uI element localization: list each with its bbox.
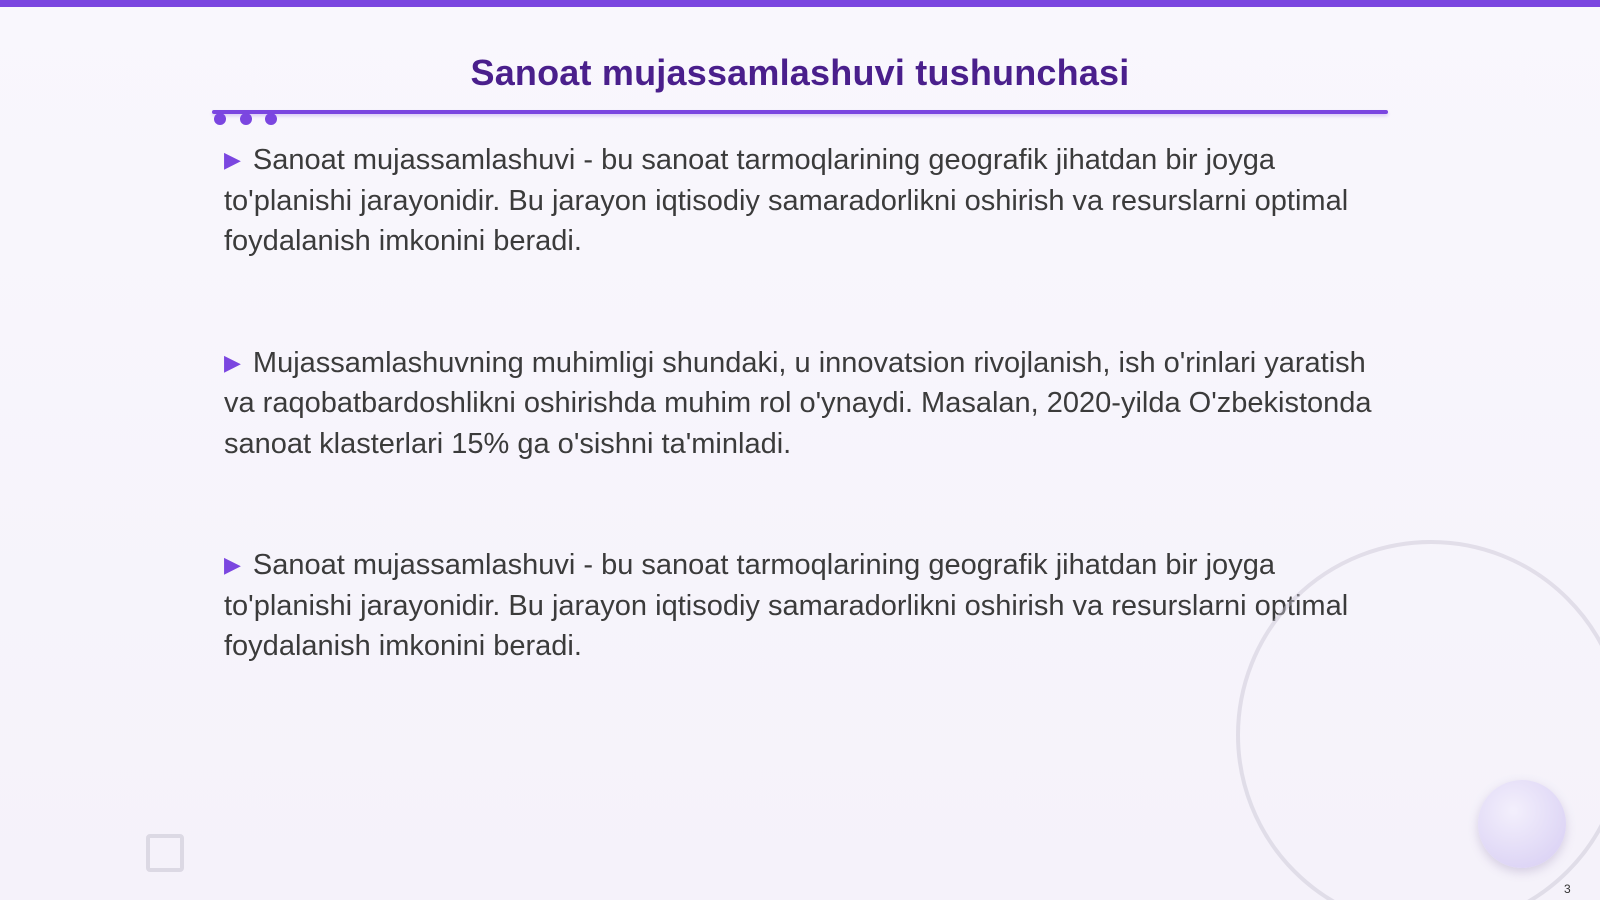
slide-title: Sanoat mujassamlashuvi tushunchasi <box>470 52 1130 93</box>
play-triangle-icon: ▶ <box>224 147 241 172</box>
underline-dot <box>214 113 226 125</box>
orb-decoration <box>1478 780 1566 868</box>
square-decoration <box>146 834 184 872</box>
title-underline <box>212 110 1388 114</box>
paragraph-text: Sanoat mujassamlashuvi - bu sanoat tarmoqlarining geografik jihatdan bir joyga to'planishi jarayonidir. Bu jarayon iqtisodiy samaradorlikni oshirish va resurslarni optimal foydalanish imkonini beradi. <box>224 144 1349 257</box>
paragraph-text: Sanoat mujassamlashuvi - bu sanoat tarmoqlarining geografik jihatdan bir joyga to'planishi jarayonidir. Bu jarayon iqtisodiy samaradorlikni oshirish va resurslarni optimal foydalanish imkonini beradi. <box>224 549 1349 662</box>
bullet-paragraph <box>224 343 1374 465</box>
bullet-list <box>224 140 1374 748</box>
bullet-paragraph <box>224 140 1374 262</box>
page-number: 3 <box>1564 882 1571 896</box>
play-triangle-icon: ▶ <box>224 349 241 375</box>
underline-dot <box>240 113 252 125</box>
bullet-paragraph <box>224 545 1374 667</box>
paragraph-text: Mujassamlashuvning muhimligi shundaki, u innovatsion rivojlanish, ish o'rinlari yaratish va raqobatbardoshlikni oshirishda muhim rol o'ynaydi. Masalan, 2020-yilda O'zbekistonda sanoat klasterlari 15% ga o'sishni ta'minladi. <box>224 346 1372 460</box>
underline-dot <box>265 113 277 125</box>
top-accent-bar <box>0 0 1600 7</box>
play-triangle-icon: ▶ <box>224 552 241 577</box>
